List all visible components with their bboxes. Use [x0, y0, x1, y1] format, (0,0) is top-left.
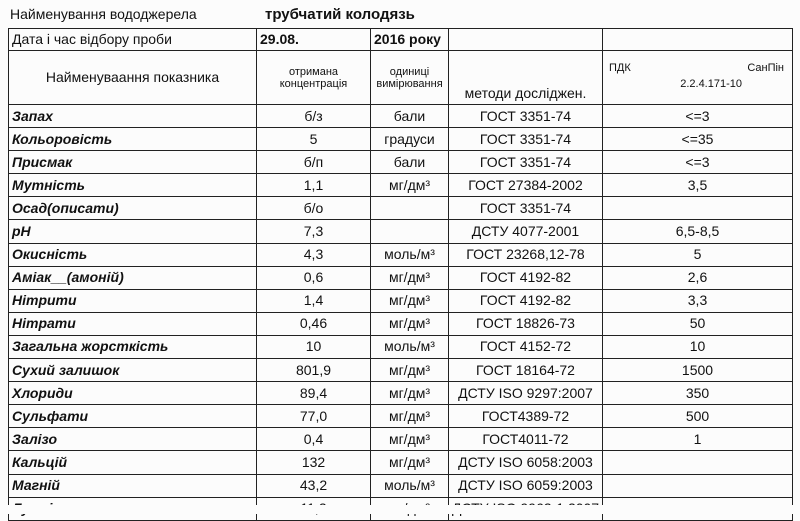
pdk-value: 350: [603, 382, 793, 405]
sanpin-code: 2.2.4.171-10: [680, 77, 742, 90]
indicator-name: Кольоровість: [9, 128, 257, 151]
concentration-value: 77,0: [257, 405, 371, 428]
concentration-value: б/о: [257, 197, 371, 220]
method-value: ГОСТ 3351-74: [449, 105, 603, 128]
pdk-value: 2,6: [603, 266, 793, 289]
table-row: [9, 151, 793, 174]
year-value: 2016 року: [371, 29, 449, 51]
method-value: ДСТУ ISO 6059:2003: [449, 474, 603, 497]
concentration-value: 10: [257, 335, 371, 358]
table-row: [9, 428, 793, 451]
pdk-value: [603, 474, 793, 497]
date-row: [9, 29, 793, 51]
method-value: ГОСТ 23268,12-78: [449, 243, 603, 266]
concentration-value: 7,3: [257, 220, 371, 243]
pdk-value: [603, 451, 793, 474]
concentration-value: 801,9: [257, 359, 371, 382]
unit-value: [371, 220, 449, 243]
unit-value: мг/дм³: [371, 451, 449, 474]
pdk-value: <=35: [603, 128, 793, 151]
concentration-value: 43,2: [257, 474, 371, 497]
indicator-name: Присмак: [9, 151, 257, 174]
table-row: [9, 312, 793, 335]
concentration-header: отримана концентрація: [279, 65, 348, 90]
table-row: [9, 382, 793, 405]
unit-value: мг/дм³: [371, 405, 449, 428]
date-label: Дата і час відбору проби: [9, 29, 257, 51]
method-value: ГОСТ4389-72: [449, 405, 603, 428]
unit-value: мг/дм³: [371, 382, 449, 405]
table-row: [9, 405, 793, 428]
indicator-name: Окисність: [9, 243, 257, 266]
method-value: ДСТУ ISO 9297:2007: [449, 382, 603, 405]
date-row-empty-1: [449, 29, 603, 51]
unit-value: моль/м³: [371, 335, 449, 358]
table-row: [9, 474, 793, 497]
pdk-value: 1500: [603, 359, 793, 382]
unit-value: моль/м³: [371, 243, 449, 266]
table-row: [9, 289, 793, 312]
pdk-value: 1: [603, 428, 793, 451]
concentration-value: б/з: [257, 105, 371, 128]
indicator-name: Аміак__(амоній): [9, 266, 257, 289]
table-row: [9, 220, 793, 243]
method-value: ГОСТ 18164-72: [449, 359, 603, 382]
concentration-value: 0,4: [257, 428, 371, 451]
indicator-header: Найменуваання показника: [9, 51, 257, 105]
concentration-value: 1,1: [257, 174, 371, 197]
method-value: ГОСТ 3351-74: [449, 151, 603, 174]
date-value: 29.08.: [257, 29, 371, 51]
indicator-name: Мутність: [9, 174, 257, 197]
method-value: ГОСТ 3351-74: [449, 197, 603, 220]
page-edge: [0, 505, 800, 514]
method-value: ГОСТ 4192-82: [449, 266, 603, 289]
concentration-value: 5: [257, 128, 371, 151]
sanpin-label: СанПін: [747, 61, 784, 74]
table-row: [9, 174, 793, 197]
pdk-value: 10: [603, 335, 793, 358]
concentration-value: 4,3: [257, 243, 371, 266]
pdk-value: <=3: [603, 151, 793, 174]
indicator-name: pH: [9, 220, 257, 243]
pdk-value: 3,5: [603, 174, 793, 197]
source-value: трубчатий колодязь: [265, 6, 415, 23]
indicator-name: Хлориди: [9, 382, 257, 405]
pdk-header: [603, 53, 792, 103]
column-header-row: [9, 51, 793, 105]
concentration-value: 132: [257, 451, 371, 474]
indicator-name: Кальцій: [9, 451, 257, 474]
method-header: методи дослiджен.: [449, 51, 603, 105]
method-value: ДСТУ 4077-2001: [449, 220, 603, 243]
table-row: [9, 335, 793, 358]
unit-value: мг/дм³: [371, 312, 449, 335]
pdk-value: [603, 197, 793, 220]
pdk-value: <=3: [603, 105, 793, 128]
indicator-name: Сульфати: [9, 405, 257, 428]
concentration-value: 89,4: [257, 382, 371, 405]
unit-value: моль/м³: [371, 474, 449, 497]
method-value: ГОСТ 4152-72: [449, 335, 603, 358]
indicator-name: Загальна жорсткість: [9, 335, 257, 358]
pdk-label: ПДК: [609, 61, 631, 74]
unit-value: бали: [371, 151, 449, 174]
unit-value: градуси: [371, 128, 449, 151]
unit-value: мг/дм³: [371, 428, 449, 451]
table-row: [9, 243, 793, 266]
unit-value: мг/дм³: [371, 289, 449, 312]
indicator-name: Сухий залишок: [9, 359, 257, 382]
indicator-name: Запах: [9, 105, 257, 128]
table-row: [9, 451, 793, 474]
indicator-name: Залізо: [9, 428, 257, 451]
method-value: ГОСТ 27384-2002: [449, 174, 603, 197]
pdk-value: 50: [603, 312, 793, 335]
unit-value: [371, 197, 449, 220]
concentration-value: 0,6: [257, 266, 371, 289]
indicator-name: Магній: [9, 474, 257, 497]
indicator-name: Нітрити: [9, 289, 257, 312]
table-row: [9, 128, 793, 151]
concentration-value: б/п: [257, 151, 371, 174]
concentration-value: 0,46: [257, 312, 371, 335]
unit-value: мг/дм³: [371, 359, 449, 382]
table-row: [9, 197, 793, 220]
method-value: ГОСТ 18826-73: [449, 312, 603, 335]
unit-value: мг/дм³: [371, 266, 449, 289]
pdk-value: 6,5-8,5: [603, 220, 793, 243]
concentration-value: 1,4: [257, 289, 371, 312]
table-row: [9, 359, 793, 382]
method-value: ГОСТ 4192-82: [449, 289, 603, 312]
table-row: [9, 266, 793, 289]
pdk-value: 3,3: [603, 289, 793, 312]
unit-value: бали: [371, 105, 449, 128]
indicator-name: Нітрати: [9, 312, 257, 335]
method-value: ДСТУ ISO 6058:2003: [449, 451, 603, 474]
table-row: [9, 105, 793, 128]
pdk-value: 5: [603, 243, 793, 266]
date-row-empty-2: [603, 29, 793, 51]
unit-value: мг/дм³: [371, 174, 449, 197]
indicator-name: Осад(описати): [9, 197, 257, 220]
method-value: ГОСТ 3351-74: [449, 128, 603, 151]
method-value: ГОСТ4011-72: [449, 428, 603, 451]
source-label: Найменування вододжерела: [10, 6, 197, 22]
pdk-value: 500: [603, 405, 793, 428]
units-header: одиниці вимірювання: [376, 65, 443, 90]
analysis-table: [8, 28, 793, 521]
